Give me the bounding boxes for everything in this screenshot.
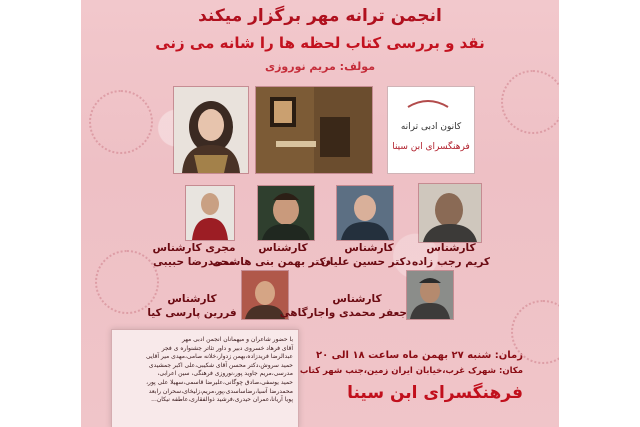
guests-line: مدرسی،مریم جاوید پور،نوروزی فرهنگی، سین اعرابی، [157,370,293,378]
logo-text-1: کانون ادبی ترانه [400,122,462,132]
venue-name: فرهنگسرای ابن سینا [347,383,523,403]
organizer-logo [387,86,475,174]
event-time: زمان: شنبه ۲۷ بهمن ماه ساعت ۱۸ الی ۲۰ [315,350,523,361]
guests-text [117,336,293,405]
speaker-role: مجری کارشناس [152,242,236,254]
speaker-name: محمدرضا حبیبی [152,256,235,268]
speaker-name: کریم رجب زاده [411,256,491,268]
guests-line: پویا آریانا،عمران حیدری،فرشید ذوالفقاری،عاطفه نیکان... [151,396,293,404]
guests-line: حمید یوسفی،صادق چوگانی،علیرضا قاسمی،سهیلا علی پور، [146,378,293,386]
speaker-caption-3 [212,241,331,269]
guests-line: عبدالرضا فریدزاده،بهمن زدوار،خلانه صامی،مهدی میر آقایی [145,353,293,361]
speaker-role: کارشناس [344,242,394,254]
author-line: مولف: مریم نوروزی [264,60,376,73]
speaker-name: جعفر محمدی واجارگاهی [279,307,407,319]
speaker-caption-4 [149,241,239,269]
speaker-photo-3 [257,185,315,241]
speaker-caption-6 [147,292,237,320]
speaker-role: کارشناس [332,293,382,305]
speaker-role: کارشناس [426,242,476,254]
speaker-name: دکتر بهمن بنی هاشمی [212,256,331,268]
decorative-ornament [89,90,153,154]
speaker-name: فررین پارسی کیا [147,307,237,319]
speaker-caption-1 [401,241,501,269]
speaker-caption-5 [279,292,407,320]
speaker-photo-4 [185,185,235,241]
event-poster [81,0,559,427]
guests-line: آقای فرهاد خسروی دبیر و داور تئاتر جشنواره ی فجر [161,344,293,352]
book-cover [255,86,373,174]
speaker-photo-5 [406,270,454,320]
guests-line: محمدرضا آسیا،رضاساسدی،پور،مریم،زلیخای،سحران رابعد [148,387,293,395]
speaker-role: کارشناس [258,242,308,254]
speaker-name: دکتر حسین علیان [320,256,411,268]
speaker-role: کارشناس [167,293,217,305]
logo-text-2: فرهنگسرای ابن سینا [392,142,470,152]
poster-subtitle: نقد و بررسی کتاب لحظه ها را شانه می زنی [155,34,485,52]
poster-title: انجمن ترانه مهر برگزار میکند [198,6,442,26]
speaker-photo-2 [336,185,394,241]
event-place: مکان: شهرک غرب،خیابان ایران زمین،جنب شهر کتاب [299,366,523,376]
guests-line: حمید سروش،دکتر محسن آقای شکیبی،علی اکبر جمشیدی [148,361,293,369]
decorative-ornament [501,70,559,134]
speaker-photo-1 [418,183,482,243]
speaker-caption-2 [320,241,411,269]
author-portrait [173,86,249,174]
guests-line: با حضور شاعران و میهمانان انجمن ادبی مهر [181,336,293,343]
